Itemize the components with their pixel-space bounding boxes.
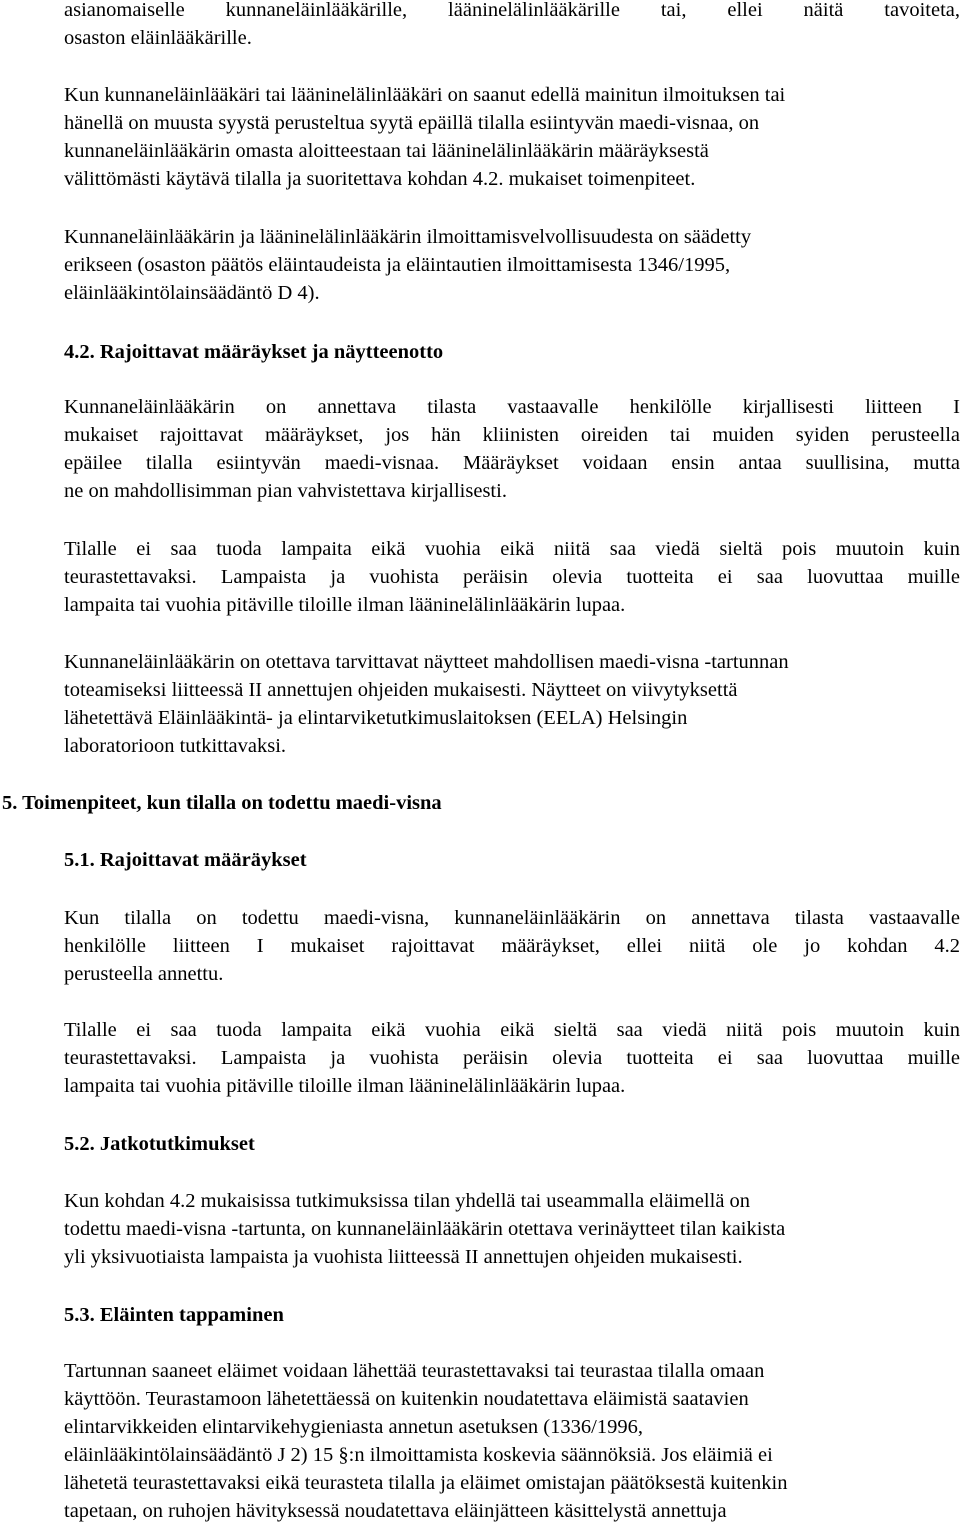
text-line: tapetaan, on ruhojen hävityksessä noudatettava eläinjätteen käsittelystä annettuja	[64, 1500, 727, 1522]
text-line: Kun kunnaneläinlääkäri tai lääninelälinlääkäri on saanut edellä mainitun ilmoituksen tai	[64, 84, 786, 106]
text-line: käyttöön. Teurastamoon lähetettäessä on kuitenkin noudatettava eläimistä saatavien	[64, 1388, 749, 1410]
text-line: välittömästi käytävä tilalla ja suoritettava kohdan 4.2. mukaiset toimenpiteet.	[64, 168, 696, 190]
text-line: teurastettavaksi. Lampaista ja vuohista peräisin olevia tuotteita ei saa luovuttaa muille	[64, 566, 960, 588]
heading-5-3: 5.3. Eläinten tappaminen	[64, 1304, 284, 1326]
text-line: lampaita tai vuohia pitäville tiloille ilman lääninelälinlääkärin lupaa.	[64, 594, 626, 616]
text-line: hänellä on muusta syystä perusteltua syytä epäillä tilalla esiintyvän maedi-visnaa, on	[64, 112, 760, 134]
text-line: epäilee tilalla esiintyvän maedi-visnaa. Määräykset voidaan ensin antaa suullisina, mutta	[64, 452, 960, 474]
text-line: erikseen (osaston päätös eläintaudeista ja eläintautien ilmoittamisesta 1346/1995,	[64, 254, 731, 276]
paragraph-animal-slaughter	[64, 1357, 960, 1525]
text-line: asianomaiselle kunnaneläinlääkärille, lääninelälinlääkärille tai, ellei näitä tavoiteta,	[64, 0, 960, 21]
text-line: mukaiset rajoittavat määräykset, jos hän kliinisten oireiden tai muiden syiden perusteella	[64, 424, 960, 446]
text-line: teurastettavaksi. Lampaista ja vuohista peräisin olevia tuotteita ei saa luovuttaa muille	[64, 1047, 960, 1069]
text-line: Kunnaneläinlääkärin on otettava tarvittavat näytteet mahdollisen maedi-visna -tartunnan	[64, 651, 789, 673]
paragraph-sampling	[64, 648, 960, 760]
heading-5: 5. Toimenpiteet, kun tilalla on todettu maedi-visna	[2, 792, 442, 814]
text-line: eläinlääkintölainsäädäntö D 4).	[64, 282, 320, 304]
text-line: henkilölle liitteen I mukaiset rajoittavat määräykset, ellei niitä ole jo kohdan 4.2	[64, 935, 960, 957]
heading-5-1: 5.1. Rajoittavat määräykset	[64, 849, 307, 871]
text-line: Kun tilalla on todettu maedi-visna, kunnaneläinlääkärin on annettava tilasta vastaavalle	[64, 907, 960, 929]
paragraph-confirmed-movement-ban	[64, 1016, 960, 1100]
text-line: kunnaneläinlääkärin omasta aloitteestaan tai lääninelälinlääkärin määräyksestä	[64, 140, 709, 162]
text-line: Tartunnan saaneet eläimet voidaan lähettää teurastettavaksi tai teurastaa tilalla omaan	[64, 1360, 765, 1382]
paragraph-inspection-duty	[64, 81, 960, 193]
text-line: toteamiseksi liitteessä II annettujen ohjeiden mukaisesti. Näytteet on viivytyksettä	[64, 679, 738, 701]
paragraph-notification-recipients	[64, 0, 960, 52]
paragraph-follow-up-testing	[64, 1187, 960, 1271]
paragraph-restrictive-orders	[64, 393, 960, 505]
text-line: perusteella annettu.	[64, 963, 224, 985]
text-line: lähetettävä Eläinlääkintä- ja elintarviketutkimuslaitoksen (EELA) Helsingin	[64, 707, 688, 729]
text-line: lampaita tai vuohia pitäville tiloille ilman lääninelälinlääkärin lupaa.	[64, 1075, 626, 1097]
text-line: eläinlääkintölainsäädäntö J 2) 15 §:n ilmoittamista koskevia säännöksiä. Jos eläimiä ei	[64, 1444, 773, 1466]
text-line: osaston eläinlääkärille.	[64, 27, 252, 49]
text-line: todettu maedi-visna -tartunta, on kunnaneläinlääkärin otettava verinäytteet tilan kaikista	[64, 1218, 786, 1240]
text-line: lähetetä teurastettavaksi eikä teurasteta tilalla ja eläimet omistajan päätöksestä kuitenkin	[64, 1472, 788, 1494]
text-line: ne on mahdollisimman pian vahvistettava kirjallisesti.	[64, 480, 507, 502]
heading-4-2: 4.2. Rajoittavat määräykset ja näytteenotto	[64, 341, 444, 363]
paragraph-movement-ban	[64, 535, 960, 619]
text-line: elintarvikkeiden elintarvikehygieniasta annetun asetuksen (1336/1996,	[64, 1416, 643, 1438]
text-line: Kunnaneläinlääkärin ja lääninelälinlääkärin ilmoittamisvelvollisuudesta on säädetty	[64, 226, 752, 248]
heading-5-2: 5.2. Jatkotutkimukset	[64, 1133, 255, 1155]
text-line: Tilalle ei saa tuoda lampaita eikä vuohia eikä niitä saa viedä sieltä pois muutoin kuin	[64, 538, 960, 560]
text-line: Tilalle ei saa tuoda lampaita eikä vuohia eikä sieltä saa viedä niitä pois muutoin kuin	[64, 1019, 960, 1041]
text-line: laboratorioon tutkittavaksi.	[64, 735, 287, 757]
paragraph-reporting-obligation	[64, 223, 960, 307]
text-line: yli yksivuotiaista lampaista ja vuohista liitteessä II annettujen ohjeiden mukaisesti.	[64, 1246, 743, 1268]
text-line: Kun kohdan 4.2 mukaisissa tutkimuksissa tilan yhdellä tai useammalla eläimellä on	[64, 1190, 751, 1212]
paragraph-confirmed-restrictions	[64, 904, 960, 988]
text-line: Kunnaneläinlääkärin on annettava tilasta vastaavalle henkilölle kirjallisesti liitteen I	[64, 396, 960, 418]
